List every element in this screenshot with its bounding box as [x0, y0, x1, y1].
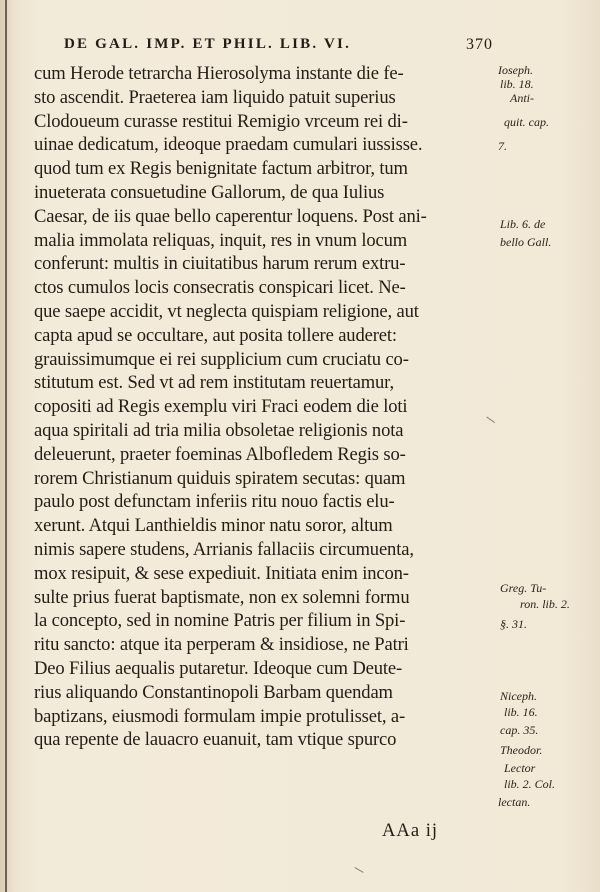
text-line: deleuerunt, praeter foeminas Albofledem Regis so-: [34, 443, 406, 465]
text-line: mox resipuit, & sese expediuit. Initiata enim incon-: [34, 562, 409, 584]
text-line: inueterata consuetudine Gallorum, de qua Iulius: [34, 181, 385, 203]
text-line: capta apud se occultare, aut posita tollere auderet:: [34, 324, 397, 346]
margin-note: ron. lib. 2.: [520, 597, 570, 611]
text-line: baptizans, eiusmodi formulam impie protulisset, a-: [34, 705, 406, 727]
text-line: rorem Christianum quiduis spiratem secutas: quam: [34, 467, 406, 489]
text-line: grauissimumque ei rei supplicium cum cruciatu co-: [34, 348, 409, 370]
text-line: qua repente de lauacro euanuit, tam vtique spurco: [34, 729, 397, 751]
margin-note: Greg. Tu-: [500, 581, 547, 595]
signature-mark: AAa ij: [382, 820, 439, 841]
text-line: sto ascendit. Praeterea iam liquido patuit superius: [34, 86, 396, 108]
text-line: malia immolata reliquas, inquit, res in vnum locum: [34, 229, 408, 251]
text-line: Deo Filius aequalis putaretur. Ideoque cum Deute-: [34, 657, 403, 679]
margin-note: quit. cap.: [504, 115, 549, 129]
margin-note: Lector: [504, 761, 536, 775]
page-number: 370: [466, 36, 493, 53]
margin-note: 7.: [498, 139, 507, 153]
body-text: [34, 62, 496, 752]
margin-note: Theodor.: [500, 743, 543, 757]
margin-note: Niceph.: [500, 689, 537, 703]
running-head: DE GAL. IMP. ET PHIL. LIB. VI.: [64, 36, 352, 52]
text-line: ritu sancto: atque ita perperam & insidiose, ne Patri: [34, 634, 409, 656]
margin-note: Ioseph.: [498, 63, 533, 77]
text-line: uinae dedicatum, ideoque praedam cumulari iussisse.: [34, 134, 423, 156]
text-line: copositi ad Regis exemplu viri Fraci eodem die loti: [34, 396, 408, 418]
page-header: [0, 36, 600, 58]
text-line: Clodoueum curasse restitui Remigio vrceum rei di-: [34, 110, 408, 132]
stray-mark: [354, 860, 367, 873]
text-line: conferunt: multis in ciuitatibus harum rerum extru-: [34, 253, 406, 275]
text-line: aqua spiritali ad tria milia obsoletae religionis nota: [34, 419, 404, 441]
gutter-line: [5, 0, 7, 892]
text-line: Caesar, de iis quae bello caperentur loquens. Post ani-: [34, 205, 427, 227]
text-line: sulte prius fuerat baptismate, non ex solemni formu: [34, 586, 410, 608]
margin-note: lib. 18.: [500, 77, 534, 91]
margin-note: Lib. 6. de: [500, 217, 546, 231]
text-line: rius aliquando Constantinopoli Barbam quendam: [34, 681, 393, 703]
text-line: quod tum ex Regis benignitate factum arbitror, tum: [34, 158, 408, 180]
text-line: stitutum est. Sed vt ad rem institutam reuertamur,: [34, 372, 394, 394]
text-line: ctos cumulos locis consecratis conspicari licet. Ne-: [34, 277, 406, 299]
margin-note: bello Gall.: [500, 235, 552, 249]
margin-note: cap. 35.: [500, 723, 539, 737]
margin-note: lib. 16.: [504, 705, 538, 719]
text-line: paulo post defunctam inferiis ritu nouo factis elu-: [34, 491, 395, 513]
margin-note: §. 31.: [500, 617, 527, 631]
text-line: xerunt. Atqui Lanthieldis minor natu soror, altum: [34, 515, 393, 537]
margin-note: lib. 2. Col.: [504, 777, 556, 791]
text-line: cum Herode tetrarcha Hierosolyma instante die fe-: [34, 63, 404, 84]
margin-note: Anti-: [510, 91, 534, 105]
text-line: que saepe accidit, vt neglecta quispiam religione, aut: [34, 300, 419, 322]
text-line: la concepto, sed in nomine Patris per filium in Spi-: [34, 610, 406, 632]
text-line: nimis sapere studens, Arrianis fallaciis circumuenta,: [34, 538, 414, 560]
margin-note: lectan.: [498, 795, 531, 809]
